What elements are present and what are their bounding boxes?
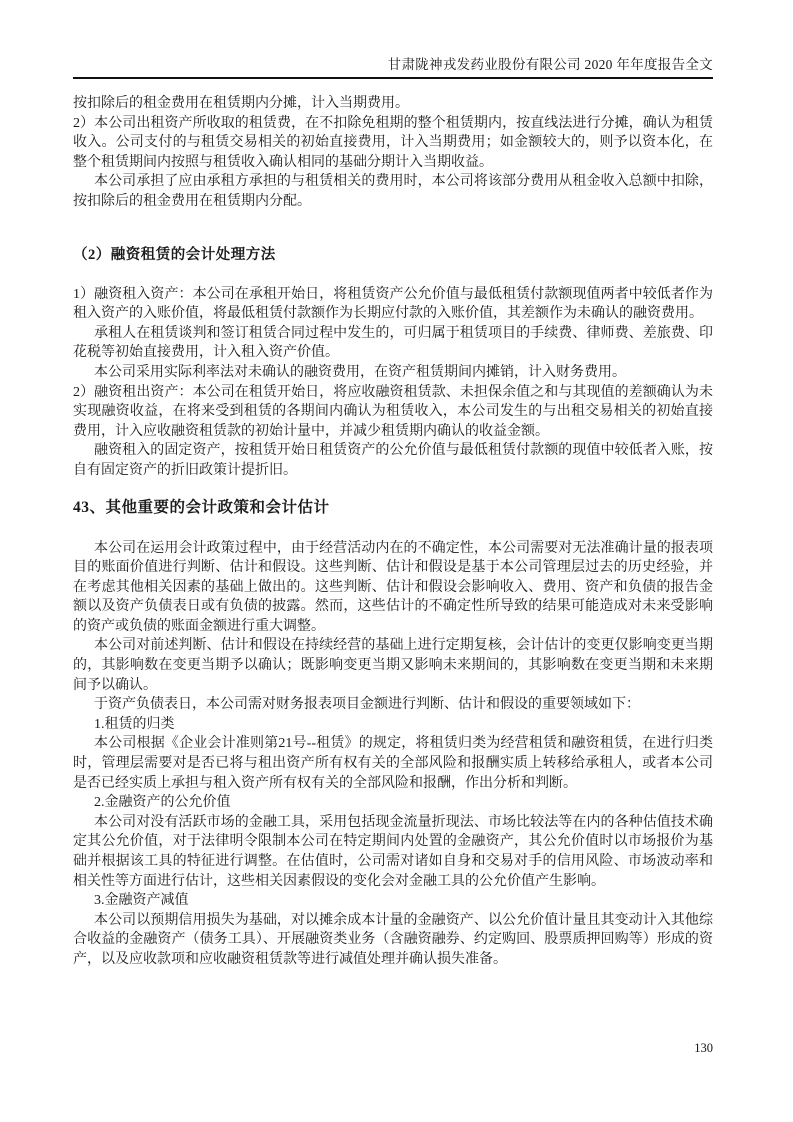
body-paragraph: 本公司以预期信用损失为基础，对以摊余成本计量的金融资产、以公允价值计量且其变动计入其他综合收益的金融资产（债务工具）、开展融资类业务（含融资融券、约定购回、股票质押回购等）形成的资产，以及应收款项和应收融资租赁款等进行减值处理并确认损失准备。 (73, 912, 713, 967)
body-paragraph: 本公司在运用会计政策过程中，由于经营活动内在的不确定性，本公司需要对无法准确计量的报表项目的账面价值进行判断、估计和假设。这些判断、估计和假设是基于本公司管理层过去的历史经验，并在考虑其他相关因素的基础上做出的。这些判断、估计和假设会影响收入、费用、资产和负债的报告金额以及资产负债表日或有负债的披露。然而，这些估计的不确定性所导致的结果可能造成对未来受影响的资产或负债的账面金额进行重大调整。 (73, 540, 713, 634)
subsection-heading: （2）融资租赁的会计处理方法 (73, 246, 276, 263)
body-paragraph: 本公司采用实际利率法对未确认的融资费用，在资产租赁期间内摊销，计入财务费用。 (94, 364, 626, 380)
body-paragraph: 融资租入的固定资产，按租赁开始日租赁资产的公允价值与最低租赁付款额的现值中较低者入账，按自有固定资产的折旧政策计提折旧。 (73, 443, 713, 478)
body-paragraph: 本公司根据《企业会计准则第21号--租赁》的规定，将租赁归类为经营租赁和融资租赁，在进行归类时，管理层需要对是否已将与租出资产所有权有关的全部风险和报酬实质上转移给承租人，或者本公司是否已经实质上承担与租入资产所有权有关的全部风险和报酬，作出分析和判断。 (73, 736, 713, 791)
body-paragraph: 本公司对前述判断、估计和假设在持续经营的基础上进行定期复核，会计估计的变更仅影响变更当期的，其影响数在变更当期予以确认；既影响变更当期又影响未来期间的，其影响数在变更当期和未来期间予以确认。 (73, 638, 713, 693)
page-number: 130 (694, 1041, 713, 1055)
body-paragraph: 承租人在租赁谈判和签订租赁合同过程中发生的，可归属于租赁项目的手续费、律师费、差旅费、印花税等初始直接费用，计入租入资产价值。 (73, 325, 713, 361)
body-paragraph: 于资产负债表日，本公司需对财务报表项目金额进行判断、估计和假设的重要领域如下： (94, 697, 640, 713)
body-paragraph: 3.金融资产减值 (94, 893, 189, 909)
body-paragraph: 2）本公司出租资产所收取的租赁费，在不扣除免租期的整个租赁期内，按直线法进行分摊，确认为租赁收入。公司支付的与租赁交易相关的初始直接费用，计入当期费用；如金额较大的，则予以资本化，在整个租赁期间内按照与租赁收入确认相同的基础分期计入当期收益。 (73, 115, 713, 170)
body-paragraph: 本公司承担了应由承租方承担的与租赁相关的费用时，本公司将该部分费用从租金收入总额中扣除，按扣除后的租金费用在租赁期内分配。 (73, 174, 713, 209)
body-paragraph: 1.租赁的归类 (94, 716, 175, 732)
body-paragraph: 2.金融资产的公允价值 (94, 795, 231, 811)
body-paragraph: 本公司对没有活跃市场的金融工具，采用包括现金流量折现法、市场比较法等在内的各种估值技术确定其公允价值，对于法律明令限制本公司在特定期间内处置的金融资产，其公允价值时以市场报价为基础并根据该工具的特征进行调整。在估值时，公司需对诸如自身和交易对手的信用风险、市场波动率和相关性等方面进行估计，这些相关因素假设的变化会对金融工具的公允价值产生影响。 (73, 814, 713, 889)
body-paragraph: 1）融资租入资产：本公司在承租开始日，将租赁资产公允价值与最低租赁付款额现值两者中较低者作为租入资产的入账价值，将最低租赁付款额作为长期应付款的入账价值，其差额作为未确认的融资费用。 (73, 286, 713, 322)
page-header-title: 甘肃陇神戎发药业股份有限公司 2020 年年度报告全文 (387, 57, 713, 72)
body-paragraph: 按扣除后的租金费用在租赁期内分摊，计入当期费用。 (73, 96, 409, 111)
document-body (73, 94, 713, 970)
header-divider-rule (73, 77, 713, 79)
section-heading: 43、其他重要的会计政策和会计估计 (73, 498, 330, 516)
body-paragraph: 2）融资租出资产：本公司在租赁开始日，将应收融资租赁款、未担保余值之和与其现值的差额确认为未实现融资收益，在将来受到租赁的各期间内确认为租赁收入，本公司发生的与出租交易相关的初始直接费用，计入应收融资租赁款的初始计量中，并减少租赁期内确认的收益金额。 (73, 384, 713, 439)
